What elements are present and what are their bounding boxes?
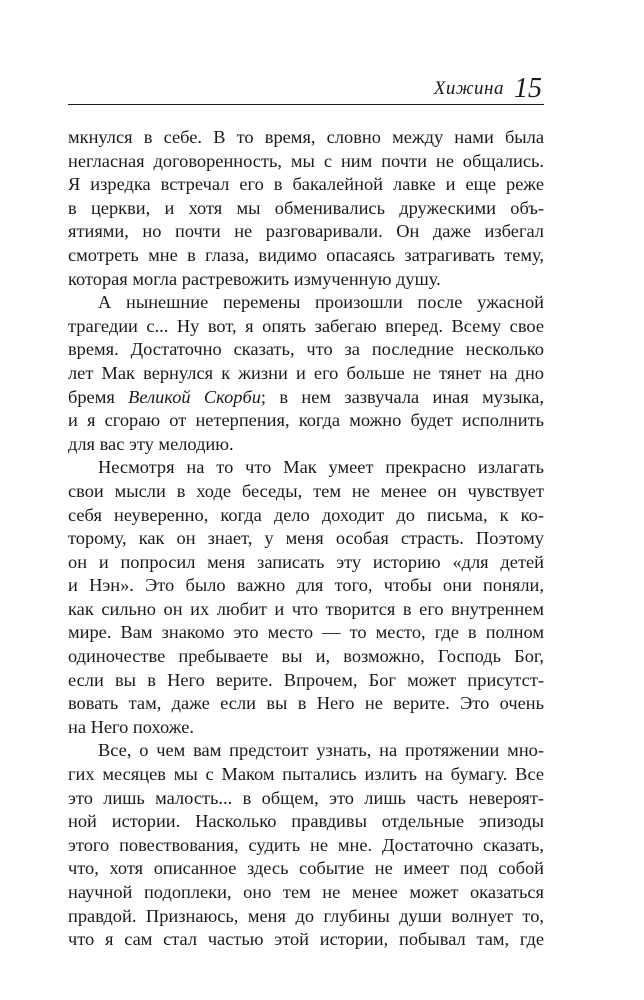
- text-line: себя неуверенно, когда дело доходит до письма, к ко-: [68, 504, 544, 525]
- page-number: 15: [514, 73, 542, 104]
- text-line: негласная договоренность, мы с ним почти не общались.: [68, 150, 544, 171]
- text-line: что, хотя описанное здесь событие не имеет под собой: [68, 858, 544, 879]
- text-line: бремя Великой Скорби; в нем зазвучала иная музыка,: [68, 386, 544, 407]
- text-line: ятиями, но почти не разговаривали. Он даже избегал: [68, 221, 544, 242]
- text-line: мире. Вам знакомо это место — то место, где в полном: [68, 622, 544, 643]
- text-line: на Него похоже.: [68, 716, 194, 737]
- text-line: которая могла растревожить измученную душу.: [68, 268, 441, 289]
- text-line: мкнулся в себе. В то время, словно между нами была: [68, 127, 544, 147]
- text-line: смотреть мне в глаза, видимо опасаясь затрагивать тему,: [68, 244, 544, 265]
- italic-phrase: Великой Скорби: [128, 386, 261, 407]
- text-line: лет Мак вернулся к жизни и его больше не тянет на дно: [68, 362, 544, 383]
- text-line: Несмотря на то что Мак умеет прекрасно излагать: [98, 457, 544, 478]
- text-line: правдой. Признаюсь, меня до глубины души волнует то,: [68, 905, 544, 926]
- text-line: и я сгораю от нетерпения, когда можно будет исполнить: [68, 410, 544, 431]
- paragraph: [68, 739, 544, 951]
- paragraph: [68, 456, 544, 739]
- text-line: вовать там, даже если вы в Него не верите. Это очень: [68, 693, 544, 714]
- text-line: ной истории. Насколько правдивы отдельные эпизоды: [68, 811, 544, 832]
- paragraph: [68, 126, 544, 291]
- text-line: и Нэн». Это было важно для того, чтобы они поняли,: [68, 575, 544, 596]
- text-line: А нынешние перемены произошли после ужасной: [98, 292, 544, 313]
- text-line: Все, о чем вам предстоит узнать, на протяжении мно-: [98, 740, 544, 761]
- paragraph: [68, 291, 544, 456]
- text-line: это лишь малость... в общем, это лишь часть невероят-: [68, 787, 544, 808]
- text-line: этого повествования, судить не мне. Достаточно сказать,: [68, 834, 544, 855]
- text-line: трагедии с... Ну вот, я опять забегаю вперед. Всему свое: [68, 315, 544, 336]
- text-line: в церкви, и хотя мы обменивались дружескими объ-: [68, 197, 544, 218]
- text-line: для вас эту мелодию.: [68, 433, 234, 454]
- body-text: [68, 126, 544, 952]
- running-header: [68, 70, 544, 105]
- text-line: свои мысли в ходе беседы, тем не менее он чувствует: [68, 480, 544, 501]
- text-line: Я изредка встречал его в бакалейной лавке и еще реже: [68, 174, 544, 195]
- text-line: если вы в Него верите. Впрочем, Бог может присутст-: [68, 669, 544, 690]
- text-line: гих месяцев мы с Маком пытались излить на бумагу. Все: [68, 764, 544, 785]
- text-line: что я сам стал частью этой истории, побывал там, где: [68, 929, 544, 950]
- text-line: научной подоплеки, оно тем не менее может оказаться: [68, 882, 544, 902]
- text-line: одиночестве пребываете вы и, возможно, Господь Бог,: [68, 646, 544, 667]
- text-line: как сильно он их любит и что творится в его внутреннем: [68, 598, 544, 619]
- text-line: время. Достаточно сказать, что за последние несколько: [68, 339, 544, 360]
- running-title: Хижина: [433, 78, 504, 99]
- text-line: он и попросил меня записать эту историю «для детей: [68, 551, 544, 572]
- text-line: торому, как он знает, у меня особая страсть. Поэтому: [68, 528, 544, 549]
